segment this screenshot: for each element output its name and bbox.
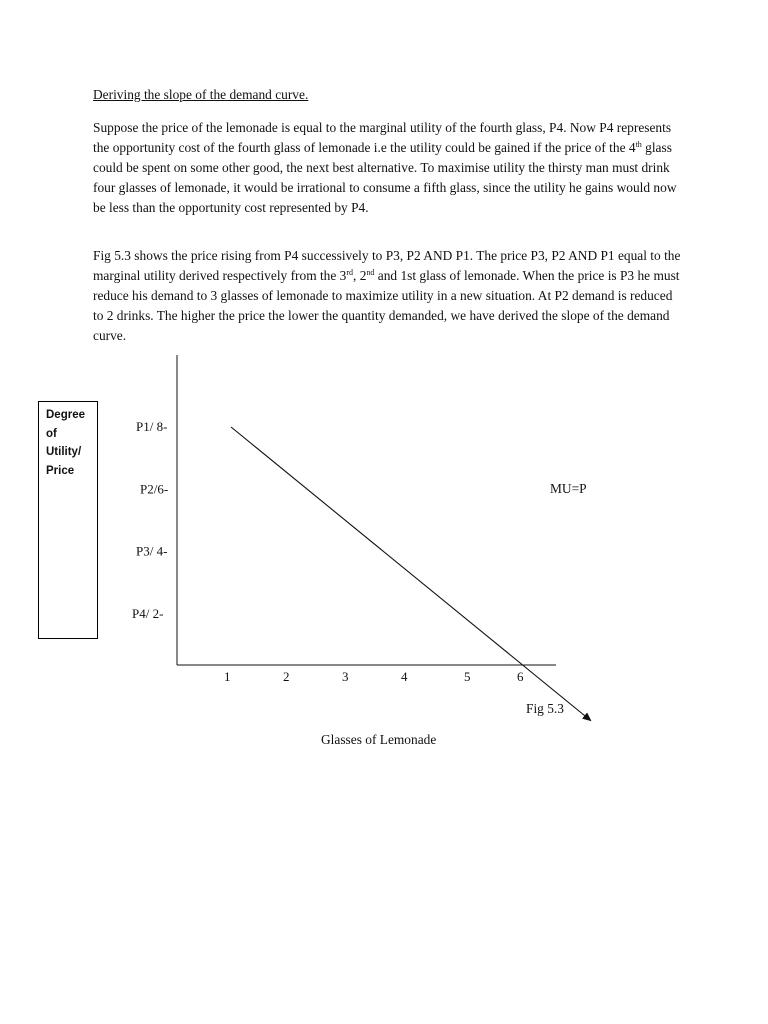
paragraph-1-text-a: Suppose the price of the lemonade is equal to the marginal utility of the fourth glass, P4. Now P4 represents the opportunity cost of the fourth glass of lemonade i.e the utility could be gained if the price of the 4 <box>93 120 672 155</box>
x-tick-label: 5 <box>464 669 471 684</box>
y-label-line: Utility/ <box>46 446 82 458</box>
y-label-line: of <box>46 427 57 440</box>
y-tick-label: P2/6- <box>140 481 169 497</box>
document-heading: Deriving the slope of the demand curve. <box>93 87 309 102</box>
y-label-line: Price <box>46 464 75 477</box>
y-tick-label: P4/ 2- <box>132 606 164 622</box>
superscript-th: th <box>635 140 642 149</box>
x-tick-label: 6 <box>517 669 524 684</box>
x-tick-label: 3 <box>342 669 349 684</box>
paragraph-1-text-b: glass could be spent on some other good, the next best alternative. To maximise utility the thirsty man must drink four glasses of lemonade, it would be irrational to consume a fifth glass, since the utility he gains would now be less than the opportunity cost represented by P4. <box>93 140 677 215</box>
x-tick-label: 2 <box>283 669 290 684</box>
x-tick-label: 1 <box>224 669 231 684</box>
y-tick-label: P3/ 4- <box>136 543 168 559</box>
figure-caption: Fig 5.3 <box>526 701 564 716</box>
superscript-rd: rd <box>346 268 354 277</box>
y-tick-label: P1/ 8- <box>136 419 168 434</box>
y-label-line: Degree <box>46 409 85 421</box>
superscript-nd: nd <box>366 268 375 277</box>
paragraph-2-text-c: and 1st glass of lemonade. When the price is P3 he must reduce his demand to 3 glasses of lemonade to maximize utility in a new situation. At P2 demand is reduced to 2 drinks. The higher the price the lower the quantity demanded, we have derived the slope of the demand curve. <box>93 268 680 343</box>
x-axis-title: Glasses of Lemonade <box>321 732 437 747</box>
x-tick-label: 4 <box>401 669 408 684</box>
paragraph-2-text-a: Fig 5.3 shows the price rising from P4 successively to P3, P2 AND P1. The price P3, P2 AND P1 equal to the marginal utility derived respectively from the 3 <box>93 248 681 283</box>
paragraph-2-text-b: , 2 <box>353 268 367 283</box>
curve-label: MU=P <box>550 481 587 496</box>
